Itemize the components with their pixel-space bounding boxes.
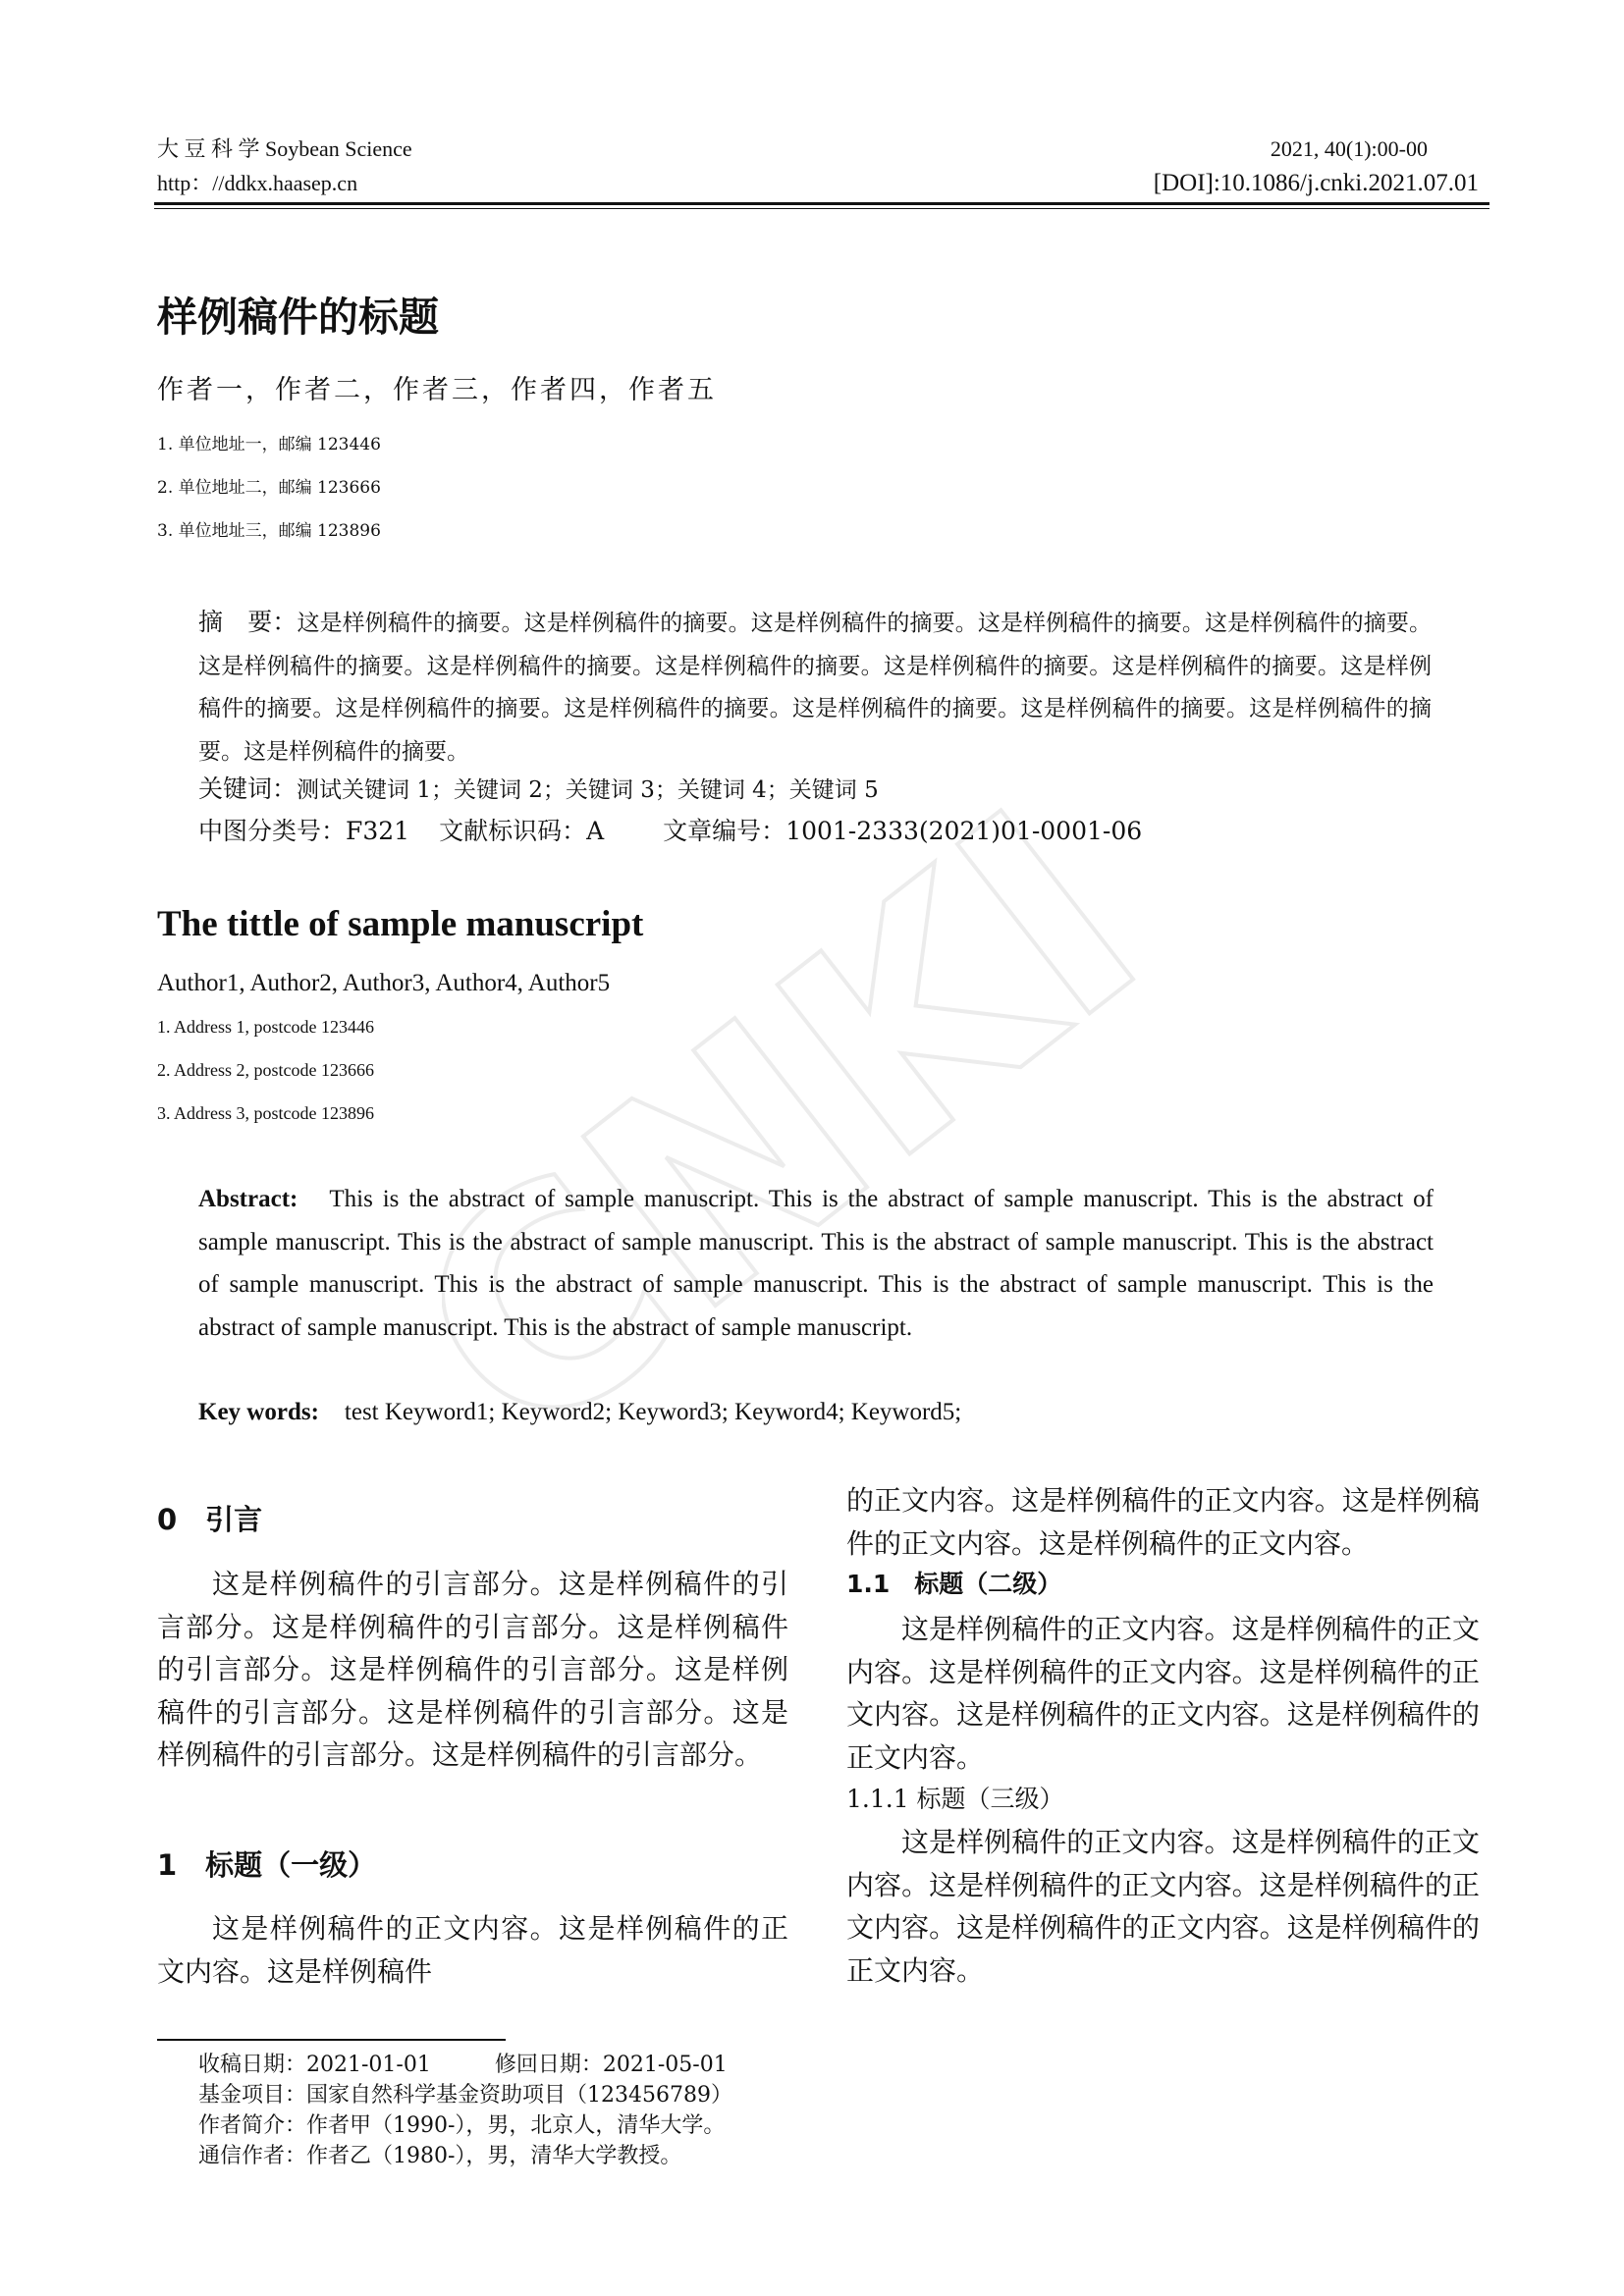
abstract-en-text: This is the abstract of sample manuscript. This is the abstract of sample manuscript. This is the abstract of sample manuscript. This is the abstract of sample manuscript. This is the abstract of sample manuscript. This is the abstract of sample manuscript. This is the abstract of sample manuscript. This is the abstract of sample manuscript. This is the abstract of sample manuscript. This is the abstract of sample manuscript. (198, 1186, 1434, 1341)
section-1-text: 这是样例稿件的正文内容。这是样例稿件的正文内容。这是样例稿件 (157, 1912, 788, 1988)
affiliation-en-1: 1. Address 1, postcode 123446 (157, 1017, 374, 1037)
keywords-cn-text: 测试关键词 1；关键词 2；关键词 3；关键词 4；关键词 5 (297, 777, 879, 803)
revised-date: 修回日期：2021-05-01 (494, 2053, 728, 2077)
affiliation-cn-3: 3. 单位地址三，邮编 123896 (157, 521, 381, 541)
abstract-cn (198, 601, 1432, 774)
journal-name: 大 豆 科 学 Soybean Science (157, 136, 412, 161)
journal-volume: 2021, 40(1):00-00 (1270, 136, 1428, 161)
keywords-cn (198, 771, 879, 809)
abstract-en-label: Abstract: (198, 1186, 298, 1212)
article-no-value: 1001-2333(2021)01-0001-06 (785, 817, 1143, 845)
received-date: 收稿日期：2021-01-01 (198, 2053, 431, 2077)
affiliation-en-3: 3. Address 3, postcode 123896 (157, 1103, 374, 1123)
affiliation-cn-2: 2. 单位地址二，邮编 123666 (157, 478, 381, 498)
section-0-heading: 0 引言 (157, 1503, 263, 1536)
page-title-cn: 样例稿件的标题 (157, 294, 439, 341)
page-title-en: The tittle of sample manuscript (157, 904, 644, 944)
svg-text:CNKI: CNKI (442, 805, 1188, 1511)
section-1-1-heading: 1.1 标题（二级） (846, 1570, 1062, 1598)
authors-en: Author1, Author2, Author3, Author4, Author5 (157, 970, 611, 996)
abstract-cn-text: 这是样例稿件的摘要。这是样例稿件的摘要。这是样例稿件的摘要。这是样例稿件的摘要。这是样例稿件的摘要。这是样例稿件的摘要。这是样例稿件的摘要。这是样例稿件的摘要。这是样例稿件的摘要。这是样例稿件的摘要。这是样例稿件的摘要。这是样例稿件的摘要。这是样例稿件的摘要。这是样例稿件的摘要。这是样例稿件的摘要。这是样例稿件的摘要。这是样例稿件的摘要。 (198, 611, 1432, 765)
section-1-1-1-text: 这是样例稿件的正文内容。这是样例稿件的正文内容。这是样例稿件的正文内容。这是样例稿件的正文内容。这是样例稿件的正文内容。这是样例稿件的正文内容。 (846, 1826, 1480, 1987)
footnote-fund: 基金项目：国家自然科学基金资助项目（123456789） (198, 2083, 732, 2108)
section-1-heading: 1 标题（一级） (157, 1848, 377, 1882)
doc-code-label: 文献标识码： (439, 817, 587, 845)
footnote-author-bio: 作者简介：作者甲（1990-），男，北京人，清华大学。 (198, 2113, 726, 2138)
keywords-en-label: Key words: (198, 1399, 319, 1425)
header-rule-thin (154, 208, 1489, 209)
keywords-en-text: test Keyword1; Keyword2; Keyword3; Keyword4; Keyword5; (344, 1399, 962, 1425)
footnote-dates (198, 2050, 728, 2081)
affiliation-en-2: 2. Address 2, postcode 123666 (157, 1060, 374, 1080)
clc-value: F321 (346, 817, 410, 845)
affiliation-cn-1: 1. 单位地址一，邮编 123446 (157, 435, 381, 454)
authors-cn: 作者一，作者二，作者三，作者四，作者五 (157, 375, 717, 405)
doc-code-value: A (586, 817, 605, 845)
classification-line (198, 813, 1142, 850)
abstract-cn-label: 摘 要： (198, 608, 298, 636)
keywords-cn-label: 关键词： (198, 774, 298, 803)
clc-label: 中图分类号： (198, 817, 347, 845)
header-rule (154, 202, 1489, 205)
journal-url[interactable]: http：//ddkx.haasep.cn (157, 171, 358, 195)
journal-doi[interactable]: [DOI]:10.1086/j.cnki.2021.07.01 (1153, 170, 1479, 196)
footnote-corresponding: 通信作者：作者乙（1980-），男，清华大学教授。 (198, 2144, 682, 2168)
article-no-label: 文章编号： (663, 817, 786, 845)
section-1-1-text: 这是样例稿件的正文内容。这是样例稿件的正文内容。这是样例稿件的正文内容。这是样例稿件的正文内容。这是样例稿件的正文内容。这是样例稿件的正文内容。 (846, 1613, 1480, 1774)
right-col-continuation: 的正文内容。这是样例稿件的正文内容。这是样例稿件的正文内容。这是样例稿件的正文内容。 (846, 1484, 1480, 1560)
abstract-en (198, 1178, 1434, 1349)
section-0-text: 这是样例稿件的引言部分。这是样例稿件的引言部分。这是样例稿件的引言部分。这是样例稿件的引言部分。这是样例稿件的引言部分。这是样例稿件的引言部分。这是样例稿件的引言部分。这是样例稿件的引言部分。这是样例稿件的引言部分。 (157, 1568, 788, 1771)
section-1-1-1-heading: 1.1.1 标题（三级） (846, 1785, 1064, 1813)
footnote-rule (157, 2039, 506, 2041)
keywords-en (198, 1391, 1434, 1434)
